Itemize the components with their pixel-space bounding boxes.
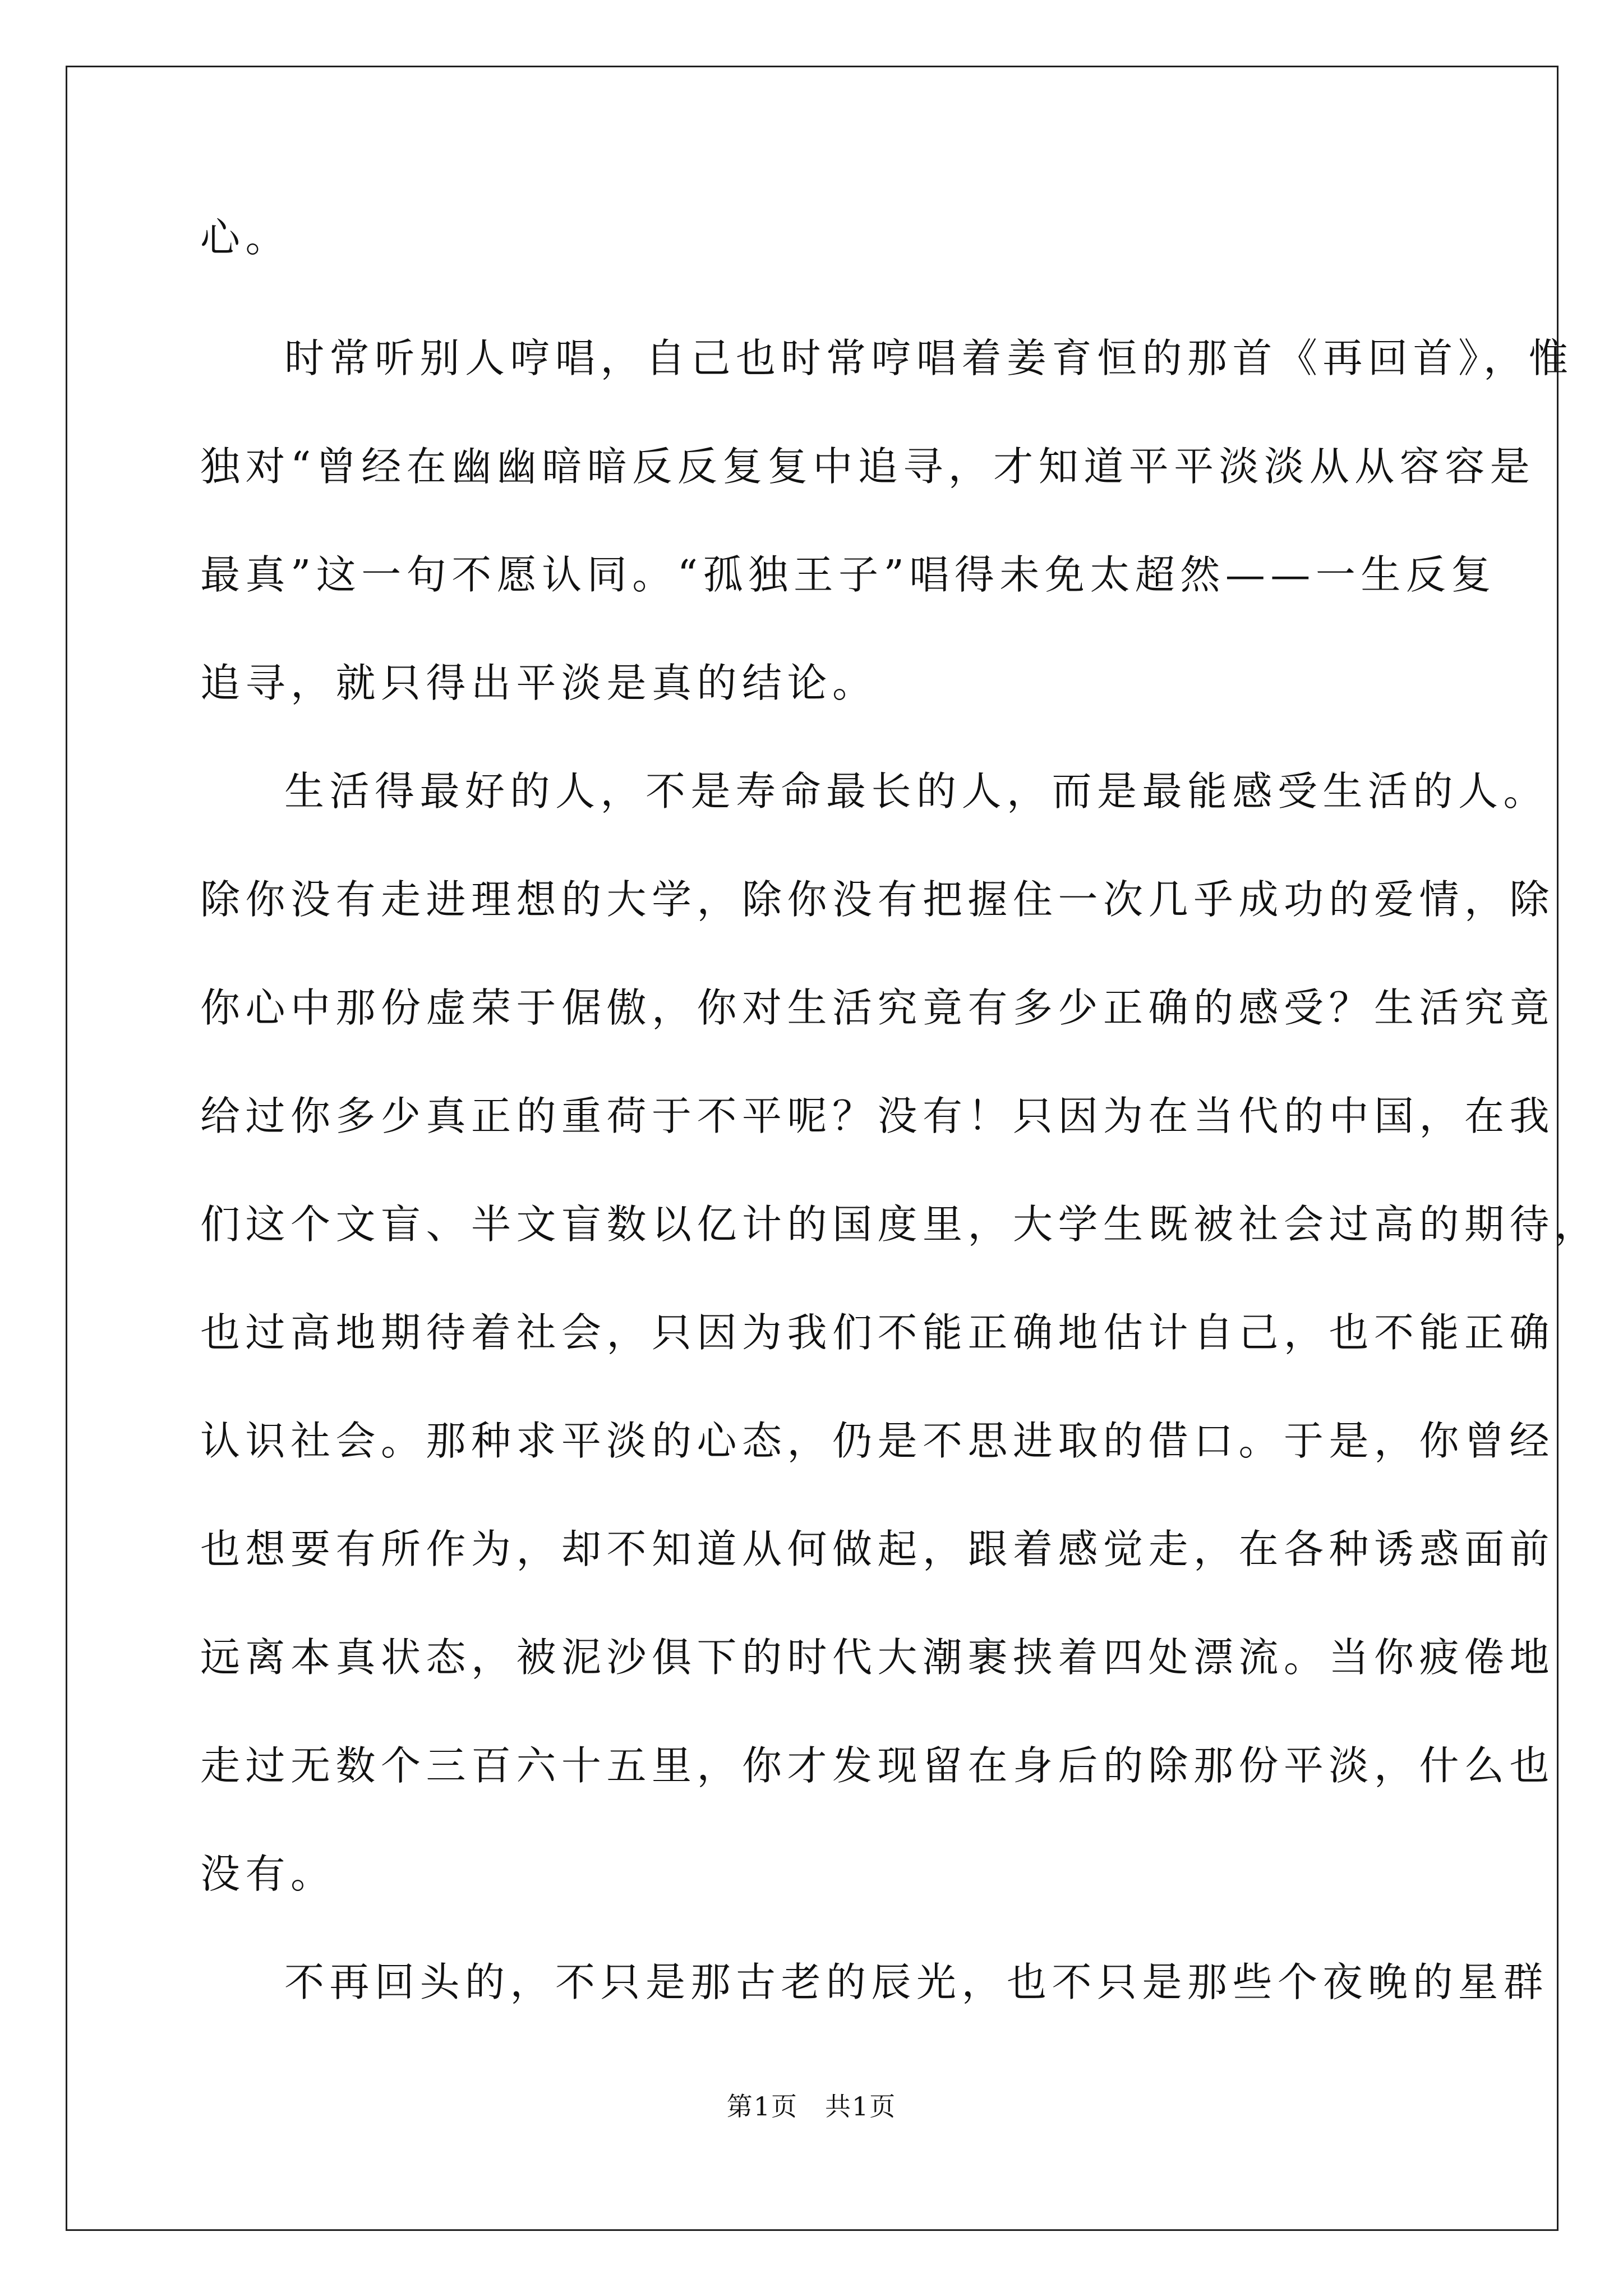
text-line-15: 走过无数个三百六十五里，你才发现留在身后的除那份平淡，什么也: [200, 1742, 1555, 1789]
text-line-2: 时常听别人哼唱，自己也时常哼唱着姜育恒的那首《再回首》，惟: [284, 335, 1574, 381]
page-border: [66, 66, 1600, 2231]
text-line-6: 生活得最好的人，不是寿命最长的人，而是最能感受生活的人。: [284, 768, 1549, 815]
text-line-10: 们这个文盲、半文盲数以亿计的国度里，大学生既被社会过高的期待，: [200, 1201, 1600, 1248]
text-line-12: 认识社会。那种求平淡的心态，仍是不思进取的借口。于是，你曾经: [200, 1418, 1555, 1464]
text-line-11: 也过高地期待着社会，只因为我们不能正确地估计自己，也不能正确: [200, 1309, 1555, 1356]
text-line-13: 也想要有所作为，却不知道从何做起，跟着感觉走，在各种诱惑面前: [200, 1526, 1555, 1572]
page-footer: 第1页 共1页: [726, 2091, 897, 2122]
text-line-16: 没有。: [200, 1851, 336, 1897]
text-line-17: 不再回头的，不只是那古老的辰光，也不只是那些个夜晚的星群: [284, 1959, 1549, 2005]
text-line-14: 远离本真状态，被泥沙俱下的时代大潮裹挟着四处漂流。当你疲倦地: [200, 1634, 1555, 1681]
text-line-4: 最真”这一句不愿认同。“孤独王子”唱得未免太超然——一生反复: [200, 551, 1496, 598]
text-line-7: 除你没有走进理想的大学，除你没有把握住一次几乎成功的爱情，除: [200, 876, 1555, 923]
text-line-9: 给过你多少真正的重荷于不平呢？没有！只因为在当代的中国，在我: [200, 1093, 1555, 1139]
text-line-3: 独对“曾经在幽幽暗暗反反复复中追寻，才知道平平淡淡从从容容是: [200, 443, 1536, 490]
text-line-8: 你心中那份虚荣于倨傲，你对生活究竟有多少正确的感受？生活究竟: [200, 984, 1555, 1031]
text-line-5: 追寻，就只得出平淡是真的结论。: [200, 660, 878, 706]
text-line-1: 心。: [200, 214, 291, 261]
